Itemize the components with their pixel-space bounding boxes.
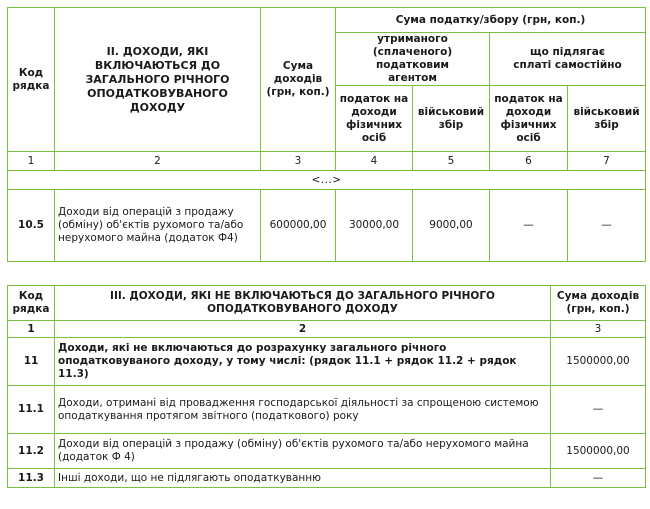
table-row xyxy=(8,338,646,386)
row-code: 11.2 xyxy=(8,434,55,469)
table-row xyxy=(8,190,646,262)
col-number: 3 xyxy=(261,152,336,171)
row-code: 11 xyxy=(8,338,55,386)
row-amount: 1500000,00 xyxy=(551,434,646,469)
row-description: Доходи, отримані від провадження господарської діяльності за спрощеною системою оподаткування протягом звітного (податкового) року xyxy=(55,386,551,434)
row-pdfo-withheld: 30000,00 xyxy=(336,190,413,262)
row-amount: — xyxy=(551,386,646,434)
row-amount: 1500000,00 xyxy=(551,338,646,386)
tax-sum-header: Сума податку/збору (грн, коп.) xyxy=(336,8,646,33)
col-number: 4 xyxy=(336,152,413,171)
row-code: 11.1 xyxy=(8,386,55,434)
code-header: Код рядка xyxy=(8,286,55,321)
row-military-payable: — xyxy=(568,190,646,262)
row-pdfo-payable: — xyxy=(490,190,568,262)
income-sum-header: Сума доходів (грн, коп.) xyxy=(261,8,336,152)
row-description: Доходи від операцій з продажу (обміну) об'єктів рухомого та/або нерухомого майна (додаток Ф 4) xyxy=(55,434,551,469)
table-row xyxy=(8,469,646,488)
row-description: Доходи від операцій з продажу (обміну) об'єктів рухомого та/або нерухомого майна (додаток Ф4) xyxy=(55,190,261,262)
col-number: 7 xyxy=(568,152,646,171)
row-code: 11.3 xyxy=(8,469,55,488)
col-number: 2 xyxy=(55,321,551,338)
code-header: Код рядка xyxy=(8,8,55,152)
section-title: II. ДОХОДИ, ЯКІ ВКЛЮЧАЮТЬСЯ ДО ЗАГАЛЬНОГО РІЧНОГО ОПОДАТКОВУВАНОГО ДОХОДУ xyxy=(55,8,261,152)
col-number: 1 xyxy=(8,152,55,171)
income-sum-header: Сума доходів (грн, коп.) xyxy=(551,286,646,321)
ellipsis-row: <...> xyxy=(8,171,646,190)
section-title: III. ДОХОДИ, ЯКІ НЕ ВКЛЮЧАЮТЬСЯ ДО ЗАГАЛЬНОГО РІЧНОГО ОПОДАТКОВУВАНОГО ДОХОДУ xyxy=(55,286,551,321)
row-code: 10.5 xyxy=(8,190,55,262)
pdfo-payable-header: податок на доходи фізичних осіб xyxy=(490,86,568,152)
table-row xyxy=(8,434,646,469)
table-row xyxy=(8,386,646,434)
military-payable-header: військовий збір xyxy=(568,86,646,152)
col-number: 6 xyxy=(490,152,568,171)
pdfo-withheld-header: податок на доходи фізичних осіб xyxy=(336,86,413,152)
income-included-table xyxy=(7,7,646,262)
row-income: 600000,00 xyxy=(261,190,336,262)
col-number: 2 xyxy=(55,152,261,171)
col-number: 5 xyxy=(413,152,490,171)
col-number: 1 xyxy=(8,321,55,338)
row-amount: — xyxy=(551,469,646,488)
military-withheld-header: військовий збір xyxy=(413,86,490,152)
payable-header: що підлягає сплаті самостійно xyxy=(490,33,646,86)
row-military-withheld: 9000,00 xyxy=(413,190,490,262)
withheld-header: утриманого (сплаченого) податковим агентом xyxy=(336,33,490,86)
col-number: 3 xyxy=(551,321,646,338)
row-description: Доходи, які не включаються до розрахунку загального річного оподатковуваного доходу, у тому числі: (рядок 11.1 + рядок 11.2 + рядок 11.3) xyxy=(55,338,551,386)
row-description: Інші доходи, що не підлягають оподаткуванню xyxy=(55,469,551,488)
income-excluded-table xyxy=(7,285,646,488)
